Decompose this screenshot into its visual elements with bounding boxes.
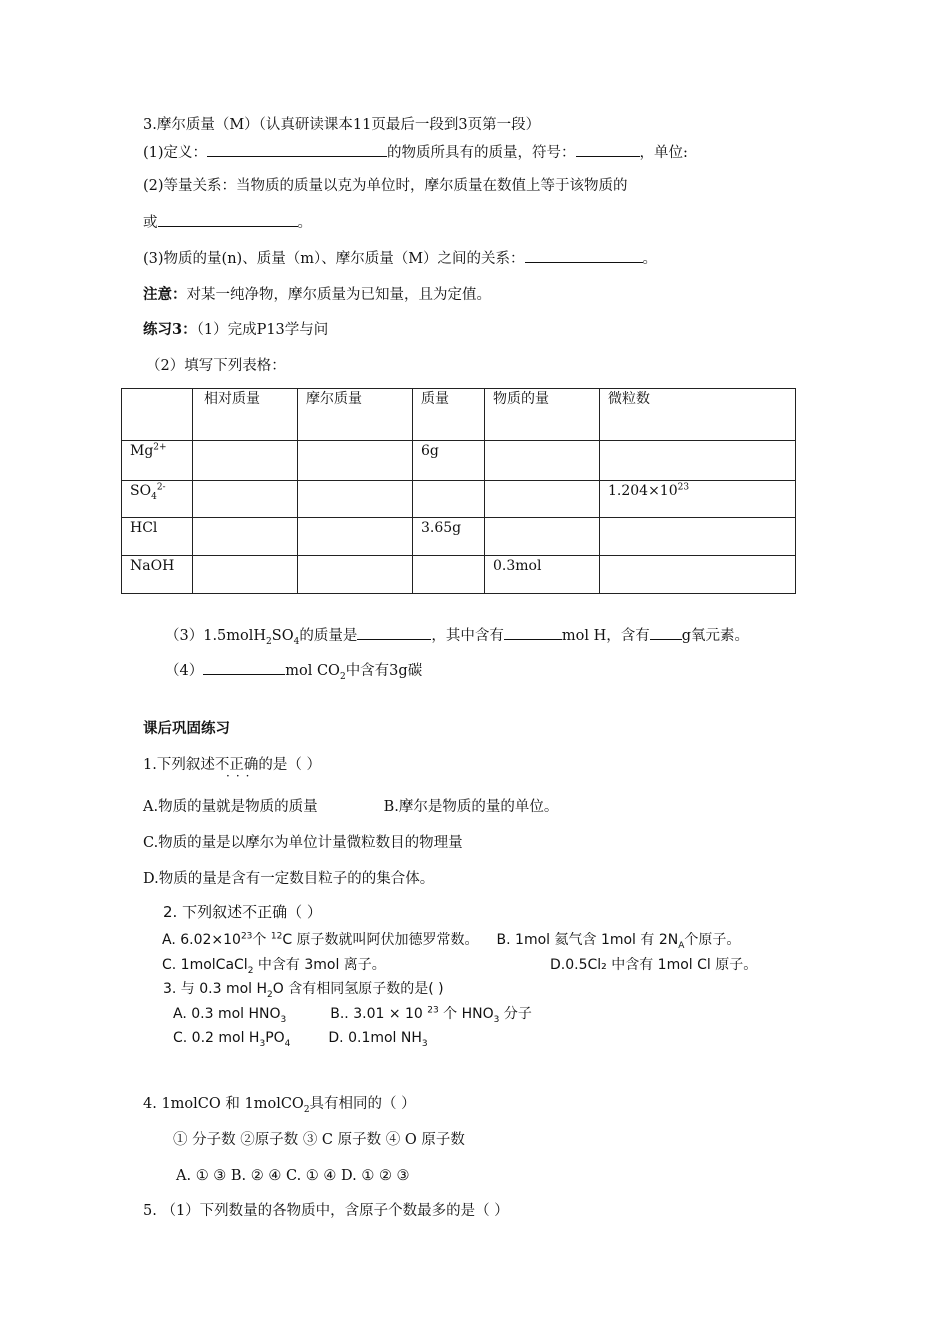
q3r-text: O 含有相同氢原子数的是( ) [272,981,444,997]
q2-a: A. 6.02×10 [162,932,241,948]
review-q2-options-cd [162,955,386,975]
table-row [122,518,796,556]
table-cell[interactable] [600,518,796,556]
q3r-d-sub: 3 [421,1038,428,1049]
q2-c: 中含有 3mol 离子。 [253,957,386,973]
table-cell[interactable] [600,481,796,518]
blank-co2-mol[interactable] [203,660,285,675]
sec3-title: 3.摩尔质量（M）（认真研读课本11页最后一段到3页第一段） [143,117,541,133]
exercise3-item1: （1）完成P13学与问 [196,322,329,338]
table-cell[interactable]: 0.3mol [485,556,600,594]
q3r-c: C. 0.2 mol H [173,1030,260,1046]
table-cell[interactable] [298,518,413,556]
table-cell[interactable]: 6g [413,441,485,481]
review-q1: 1.下列叙述不正确的是（ ） [143,757,321,773]
eq-or: 或 [143,215,158,231]
species-cell [122,441,193,481]
review-q1-options-ab [143,797,558,817]
table-cell[interactable] [298,481,413,518]
species-charge: 2- [156,482,166,493]
species-charge: 2+ [153,442,167,453]
exercise3-item2: （2）填写下列表格： [146,358,286,374]
table-cell[interactable] [298,441,413,481]
q3r-c-sub: 4 [284,1038,291,1049]
def-text: 的物质所具有的质量，符号： [387,145,576,161]
q3r-sub: 2 [267,989,273,1000]
review-q5: 5. （1）下列数量的各物质中，含原子个数最多的是（ ） [143,1203,509,1219]
q3r-b-sub: 3 [493,1014,500,1025]
q3r-b-sup: 23 [427,1005,439,1016]
review-q1-option-c: C.物质的量是以摩尔为单位计量微粒数目的物理量 [143,835,463,851]
q3-text: mol H，含有 [561,628,650,644]
header-cell: 摩尔质量 [298,389,413,441]
q3r-d: D. 0.1mol NH [328,1030,422,1046]
q2-c-sub: 2 [247,965,254,976]
species-cell: NaOH [122,556,193,594]
blank-symbol[interactable] [576,142,640,157]
header-cell: 物质的量 [485,389,600,441]
q3-sub: 2 [266,636,272,647]
species-name: SO [130,483,152,499]
rel-end: 。 [642,251,658,267]
q3-text: SO [271,628,294,644]
table-cell[interactable] [193,518,298,556]
exercise3-label: 练习3： [143,321,197,338]
blank-equivalence[interactable] [158,212,298,227]
table-header-row [122,389,796,441]
blank-definition[interactable] [207,142,387,157]
q3r-a-sub: 3 [280,1014,287,1025]
q4-sub: 2 [339,671,346,682]
table-cell[interactable] [485,481,600,518]
q3-sub: 4 [293,636,300,647]
q3-text: 的质量是 [299,628,358,644]
species-subscript: 4 [151,491,157,502]
q4-text: mol CO [285,663,340,679]
q4-text: 中含有3g碳 [345,663,423,679]
blank-mass[interactable] [357,625,431,640]
q3r-b: B.. 3.01 × 10 [330,1006,428,1022]
table-cell[interactable] [193,441,298,481]
header-cell: 质量 [413,389,485,441]
review-q3-options-cd [173,1028,428,1048]
table-cell[interactable] [193,556,298,594]
q4r-sub: 2 [303,1104,310,1115]
exercise3-line [143,320,328,340]
review-title: 课后巩固练习 [143,720,230,737]
table-cell[interactable]: 3.65g [413,518,485,556]
def-label: (1)定义： [143,145,208,161]
q2-b-sub: A [678,940,685,951]
table-row [122,441,796,481]
header-cell: 相对质量 [193,389,298,441]
review-q3 [163,979,444,999]
q3r-c-sub: 3 [259,1038,266,1049]
species-cell: HCl [122,518,193,556]
table-cell[interactable] [298,556,413,594]
review-q4 [143,1094,416,1114]
equivalence-line-2 [143,212,312,233]
note-line [143,285,491,305]
option-a: A.物质的量就是物质的质量 [143,799,318,815]
review-q4-answers: A. ① ③ B. ② ④ C. ① ④ D. ① ② ③ [176,1168,410,1184]
particle-count: 1.204×10 [608,483,678,499]
note-text: 对某一纯净物，摩尔质量为已知量，且为定值。 [186,287,491,303]
q3r-text: 3. 与 0.3 mol H [163,981,268,997]
table-cell[interactable] [600,556,796,594]
q4r-text: 4. 1molCO 和 1molCO [143,1096,304,1112]
quantity-table [121,388,796,594]
q3-text: g氧元素。 [681,628,750,644]
header-cell [122,389,193,441]
review-q2-options-ab [162,930,740,950]
q3r-a: A. 0.3 mol HNO [173,1006,281,1022]
relation-line [143,248,657,269]
definition-line [143,142,688,163]
q2-a: C 原子数就叫阿伏加德罗常数。 [282,932,479,948]
review-q2: 2. 下列叙述不正确（ ） [163,903,322,921]
q3-text: （3）1.5molH [165,628,267,644]
exercise3-q4 [165,660,422,681]
blank-oxygen[interactable] [650,625,682,640]
eq-end: 。 [297,215,312,231]
q2-a-sup: 23 [240,931,253,942]
q4-text: （4） [165,663,204,679]
option-b: B.摩尔是物质的量的单位。 [383,799,559,815]
q2-b: 个原子。 [684,932,741,948]
q4r-text: 具有相同的（ ） [309,1096,416,1112]
review-q3-options-ab [173,1004,532,1024]
exercise3-q3 [165,625,749,646]
review-q2-option-d: D.0.5Cl₂ 中含有 1mol Cl 原子。 [550,957,758,973]
table-cell[interactable] [485,518,600,556]
species-cell [122,481,193,518]
table-cell[interactable] [413,556,485,594]
species-name: Mg [130,443,154,459]
equivalence-line: (2)等量关系：当物质的质量以克为单位时，摩尔质量在数值上等于该物质的 [143,178,628,194]
table-cell[interactable] [600,441,796,481]
review-q4-items: ① 分子数 ②原子数 ③ C 原子数 ④ O 原子数 [173,1132,465,1148]
header-cell: 微粒数 [600,389,796,441]
q2-b: B. 1mol 氦气含 1mol 有 2N [496,932,679,948]
emphasis-dots: ··· [226,769,256,783]
table-cell[interactable] [485,441,600,481]
def-unit-label: ，单位: [639,145,688,161]
review-q1-option-d: D.物质的量是含有一定数目粒子的的集合体。 [143,871,435,887]
table-cell[interactable] [193,481,298,518]
note-label: 注意： [143,286,187,303]
q3r-b: 个 HNO [438,1006,494,1022]
blank-relation[interactable] [525,248,643,263]
table-cell[interactable] [413,481,485,518]
q2-a: 个 [252,932,271,948]
blank-h-mol[interactable] [504,625,562,640]
table-row [122,481,796,518]
q2-c: C. 1molCaCl [162,957,248,973]
particle-exponent: 23 [677,482,690,493]
q2-a-sup: 12 [270,931,283,942]
table-row [122,556,796,594]
rel-text: (3)物质的量(n)、质量（m）、摩尔质量（M）之间的关系： [143,251,525,267]
q3r-c: PO [265,1030,285,1046]
q3-text: ，其中含有 [431,628,504,644]
q3r-b: 分子 [499,1006,532,1022]
